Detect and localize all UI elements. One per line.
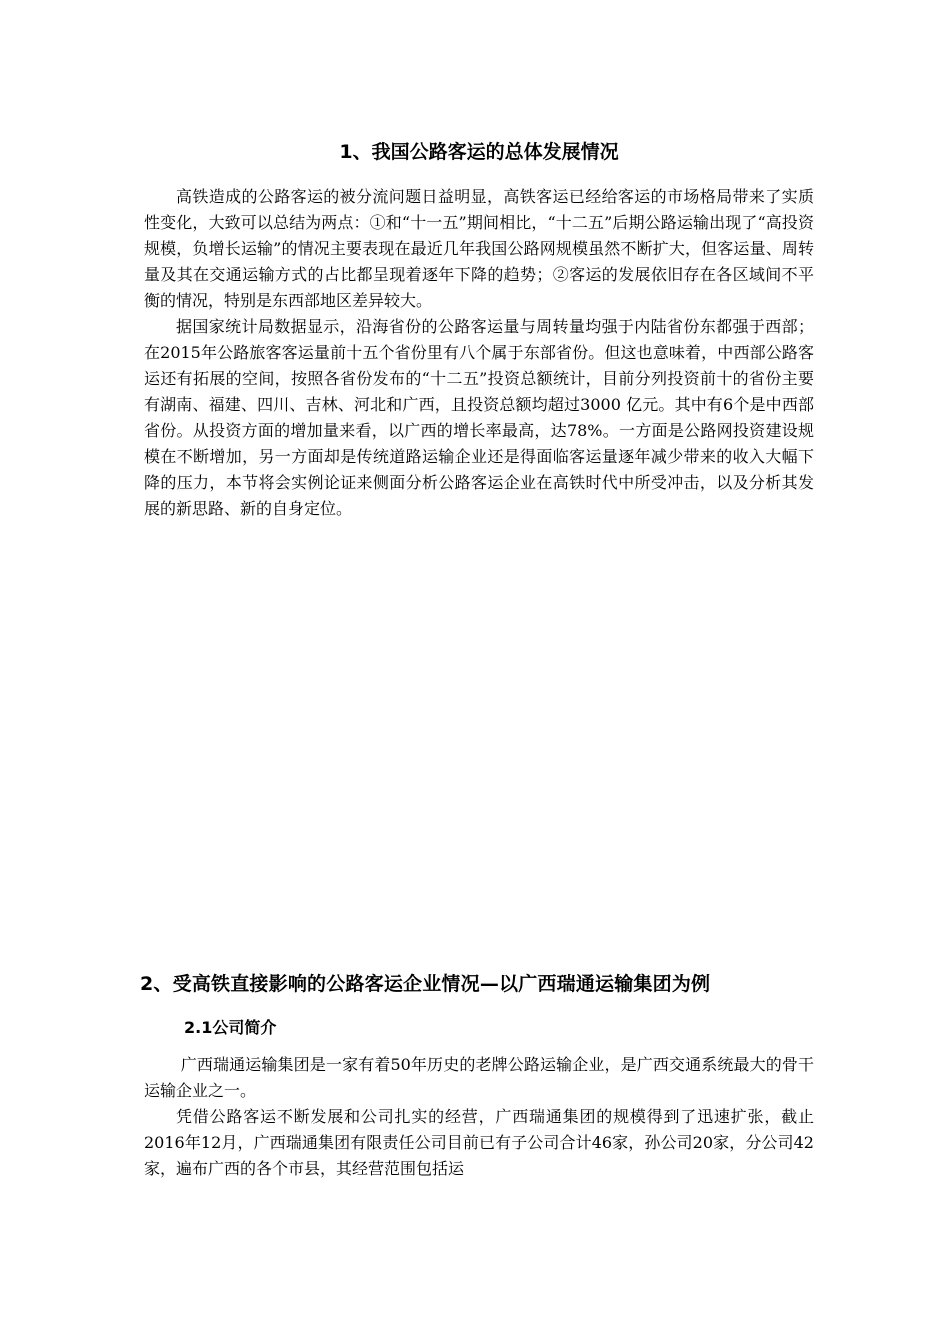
- section-1-paragraph-2: 据国家统计局数据显示，沿海省份的公路客运量与周转量均强于内陆省份东都强于西部；在2015年公路旅客客运量前十五个省份里有八个属于东部省份。但这也意味着，中西部公路客运还有拓展的空间，按照各省份发布的“十二五”投资总额统计，目前分列投资前十的省份主要有湖南、福建、四川、吉林、河北和广西，且投资总额均超过3000 亿元。其中有6个是中西部省份。从投资方面的增加量来看，以广西的增长率最高，达78%。一方面是公路网投资建设规模在不断增加，另一方面却是传统道路运输企业还是得面临客运量逐年减少带来的收入大幅下降的压力，本节将会实例论证来侧面分析公路客运企业在高铁时代中所受冲击，以及分析其发展的新思路、新的自身定位。: [144, 317, 814, 518]
- section-2-heading: 2、受高铁直接影响的公路客运企业情况—以广西瑞通运输集团为例: [140, 973, 711, 995]
- subsection-2-1-heading: 2.1公司简介: [184, 1018, 277, 1037]
- subsection-2-1-paragraph-1: 广西瑞通运输集团是一家有着50年历史的老牌公路运输企业，是广西交通系统最大的骨干运输企业之一。: [144, 1055, 814, 1100]
- subsection-2-1-paragraph-2: 凭借公路客运不断发展和公司扎实的经营，广西瑞通集团的规模得到了迅速扩张，截止2016年12月，广西瑞通集团有限责任公司目前已有子公司合计46家，孙公司20家，分公司42家，遍布广西的各个市县，其经营范围包括运: [144, 1107, 814, 1178]
- section-company-case: [140, 970, 814, 1182]
- section-1-paragraph-1: 高铁造成的公路客运的被分流问题日益明显，高铁客运已经给客运的市场格局带来了实质性变化，大致可以总结为两点：①和“十一五”期间相比，“十二五”后期公路运输出现了“高投资规模，负增长运输”的情况主要表现在最近几年我国公路网规模虽然不断扩大，但客运量、周转量及其在交通运输方式的占比都呈现着逐年下降的趋势；②客运的发展依旧存在各区域间不平衡的情况，特别是东西部地区差异较大。: [144, 187, 814, 310]
- section-1-heading: 1、我国公路客运的总体发展情况: [339, 141, 619, 163]
- section-overall-development: [144, 138, 814, 522]
